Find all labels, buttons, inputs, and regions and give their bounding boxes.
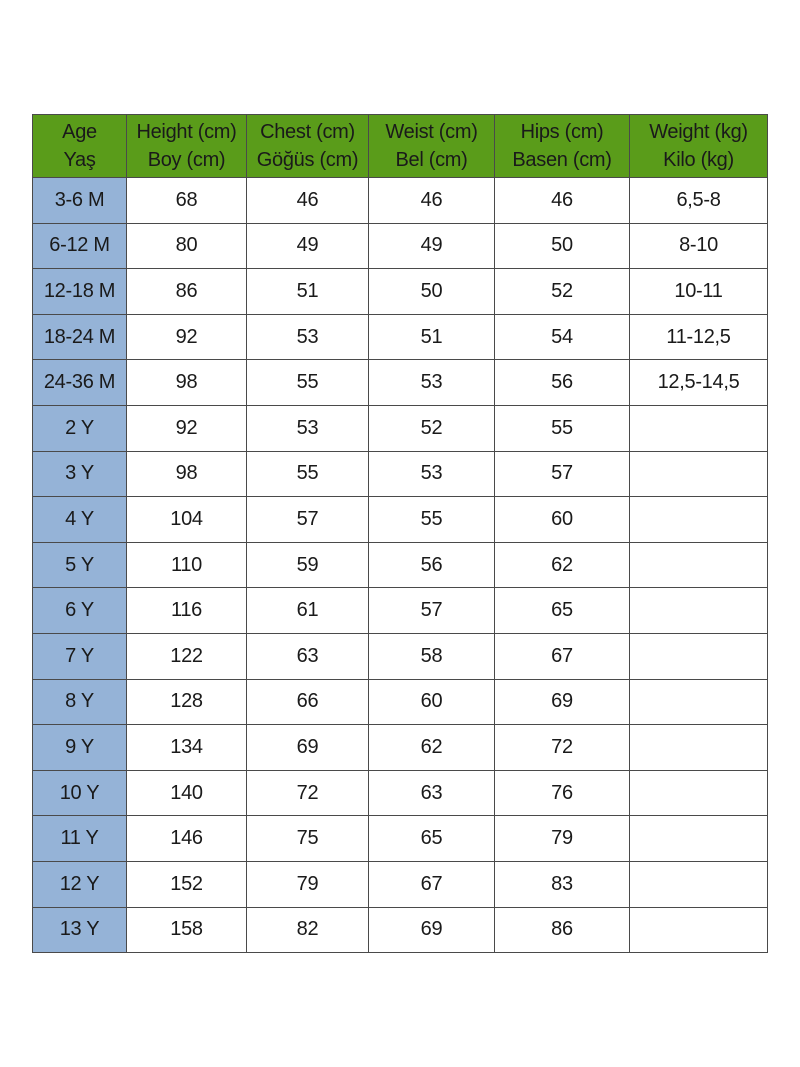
cell-height: 110 bbox=[127, 542, 247, 588]
cell-height: 86 bbox=[127, 269, 247, 315]
cell-chest: 57 bbox=[247, 497, 369, 543]
table-row bbox=[33, 497, 768, 543]
table-row bbox=[33, 816, 768, 862]
cell-waist: 65 bbox=[369, 816, 495, 862]
cell-waist: 60 bbox=[369, 679, 495, 725]
table-row bbox=[33, 178, 768, 224]
cell-age: 8 Y bbox=[33, 679, 127, 725]
table-row bbox=[33, 360, 768, 406]
cell-weight bbox=[630, 542, 768, 588]
cell-weight bbox=[630, 770, 768, 816]
cell-weight: 8-10 bbox=[630, 223, 768, 269]
cell-waist: 58 bbox=[369, 633, 495, 679]
cell-hips: 72 bbox=[495, 725, 630, 771]
table-row bbox=[33, 405, 768, 451]
cell-height: 152 bbox=[127, 861, 247, 907]
cell-chest: 75 bbox=[247, 816, 369, 862]
cell-waist: 50 bbox=[369, 269, 495, 315]
cell-waist: 49 bbox=[369, 223, 495, 269]
cell-hips: 76 bbox=[495, 770, 630, 816]
cell-weight: 12,5-14,5 bbox=[630, 360, 768, 406]
cell-hips: 56 bbox=[495, 360, 630, 406]
cell-age: 2 Y bbox=[33, 405, 127, 451]
cell-hips: 60 bbox=[495, 497, 630, 543]
cell-chest: 55 bbox=[247, 451, 369, 497]
cell-age: 3-6 M bbox=[33, 178, 127, 224]
cell-height: 92 bbox=[127, 314, 247, 360]
cell-chest: 69 bbox=[247, 725, 369, 771]
header-height: Height (cm) Boy (cm) bbox=[127, 115, 247, 178]
cell-age: 12 Y bbox=[33, 861, 127, 907]
cell-chest: 59 bbox=[247, 542, 369, 588]
cell-age: 4 Y bbox=[33, 497, 127, 543]
table-row bbox=[33, 269, 768, 315]
cell-age: 12-18 M bbox=[33, 269, 127, 315]
cell-hips: 69 bbox=[495, 679, 630, 725]
cell-height: 98 bbox=[127, 360, 247, 406]
cell-age: 24-36 M bbox=[33, 360, 127, 406]
cell-height: 104 bbox=[127, 497, 247, 543]
cell-chest: 82 bbox=[247, 907, 369, 953]
size-chart-body bbox=[33, 178, 768, 953]
cell-waist: 56 bbox=[369, 542, 495, 588]
cell-waist: 53 bbox=[369, 360, 495, 406]
cell-height: 134 bbox=[127, 725, 247, 771]
cell-age: 9 Y bbox=[33, 725, 127, 771]
header-hips: Hips (cm) Basen (cm) bbox=[495, 115, 630, 178]
cell-waist: 51 bbox=[369, 314, 495, 360]
cell-weight: 6,5-8 bbox=[630, 178, 768, 224]
table-row bbox=[33, 633, 768, 679]
cell-chest: 51 bbox=[247, 269, 369, 315]
table-row bbox=[33, 861, 768, 907]
cell-height: 146 bbox=[127, 816, 247, 862]
cell-waist: 53 bbox=[369, 451, 495, 497]
cell-age: 3 Y bbox=[33, 451, 127, 497]
size-chart-header bbox=[33, 115, 768, 178]
cell-chest: 46 bbox=[247, 178, 369, 224]
cell-weight bbox=[630, 633, 768, 679]
cell-waist: 52 bbox=[369, 405, 495, 451]
cell-weight bbox=[630, 861, 768, 907]
cell-height: 116 bbox=[127, 588, 247, 634]
header-weight: Weight (kg) Kilo (kg) bbox=[630, 115, 768, 178]
cell-chest: 79 bbox=[247, 861, 369, 907]
table-row bbox=[33, 770, 768, 816]
cell-weight: 10-11 bbox=[630, 269, 768, 315]
cell-height: 140 bbox=[127, 770, 247, 816]
cell-chest: 53 bbox=[247, 314, 369, 360]
cell-waist: 67 bbox=[369, 861, 495, 907]
cell-waist: 62 bbox=[369, 725, 495, 771]
cell-chest: 53 bbox=[247, 405, 369, 451]
cell-chest: 66 bbox=[247, 679, 369, 725]
cell-age: 6-12 M bbox=[33, 223, 127, 269]
cell-waist: 55 bbox=[369, 497, 495, 543]
cell-weight: 11-12,5 bbox=[630, 314, 768, 360]
cell-hips: 79 bbox=[495, 816, 630, 862]
cell-chest: 72 bbox=[247, 770, 369, 816]
cell-height: 68 bbox=[127, 178, 247, 224]
cell-waist: 57 bbox=[369, 588, 495, 634]
cell-weight bbox=[630, 451, 768, 497]
cell-hips: 65 bbox=[495, 588, 630, 634]
header-age: Age Yaş bbox=[33, 115, 127, 178]
cell-age: 18-24 M bbox=[33, 314, 127, 360]
cell-weight bbox=[630, 588, 768, 634]
header-waist: Weist (cm) Bel (cm) bbox=[369, 115, 495, 178]
table-row bbox=[33, 314, 768, 360]
table-row bbox=[33, 588, 768, 634]
cell-height: 92 bbox=[127, 405, 247, 451]
cell-age: 7 Y bbox=[33, 633, 127, 679]
cell-weight bbox=[630, 405, 768, 451]
cell-hips: 62 bbox=[495, 542, 630, 588]
size-chart-table bbox=[32, 114, 768, 953]
table-row bbox=[33, 679, 768, 725]
table-row bbox=[33, 451, 768, 497]
cell-waist: 69 bbox=[369, 907, 495, 953]
cell-hips: 55 bbox=[495, 405, 630, 451]
cell-chest: 61 bbox=[247, 588, 369, 634]
cell-chest: 63 bbox=[247, 633, 369, 679]
table-row bbox=[33, 223, 768, 269]
table-row bbox=[33, 907, 768, 953]
cell-age: 6 Y bbox=[33, 588, 127, 634]
header-row bbox=[33, 115, 768, 178]
cell-weight bbox=[630, 497, 768, 543]
cell-waist: 46 bbox=[369, 178, 495, 224]
cell-age: 13 Y bbox=[33, 907, 127, 953]
cell-age: 5 Y bbox=[33, 542, 127, 588]
cell-height: 122 bbox=[127, 633, 247, 679]
cell-hips: 54 bbox=[495, 314, 630, 360]
cell-hips: 67 bbox=[495, 633, 630, 679]
cell-hips: 83 bbox=[495, 861, 630, 907]
cell-hips: 86 bbox=[495, 907, 630, 953]
cell-hips: 46 bbox=[495, 178, 630, 224]
cell-chest: 49 bbox=[247, 223, 369, 269]
cell-height: 128 bbox=[127, 679, 247, 725]
header-chest: Chest (cm) Göğüs (cm) bbox=[247, 115, 369, 178]
cell-age: 11 Y bbox=[33, 816, 127, 862]
cell-hips: 57 bbox=[495, 451, 630, 497]
table-row bbox=[33, 542, 768, 588]
cell-waist: 63 bbox=[369, 770, 495, 816]
cell-hips: 52 bbox=[495, 269, 630, 315]
table-row bbox=[33, 725, 768, 771]
cell-weight bbox=[630, 816, 768, 862]
cell-height: 80 bbox=[127, 223, 247, 269]
cell-weight bbox=[630, 907, 768, 953]
cell-height: 158 bbox=[127, 907, 247, 953]
cell-chest: 55 bbox=[247, 360, 369, 406]
cell-weight bbox=[630, 725, 768, 771]
cell-age: 10 Y bbox=[33, 770, 127, 816]
cell-hips: 50 bbox=[495, 223, 630, 269]
cell-weight bbox=[630, 679, 768, 725]
cell-height: 98 bbox=[127, 451, 247, 497]
